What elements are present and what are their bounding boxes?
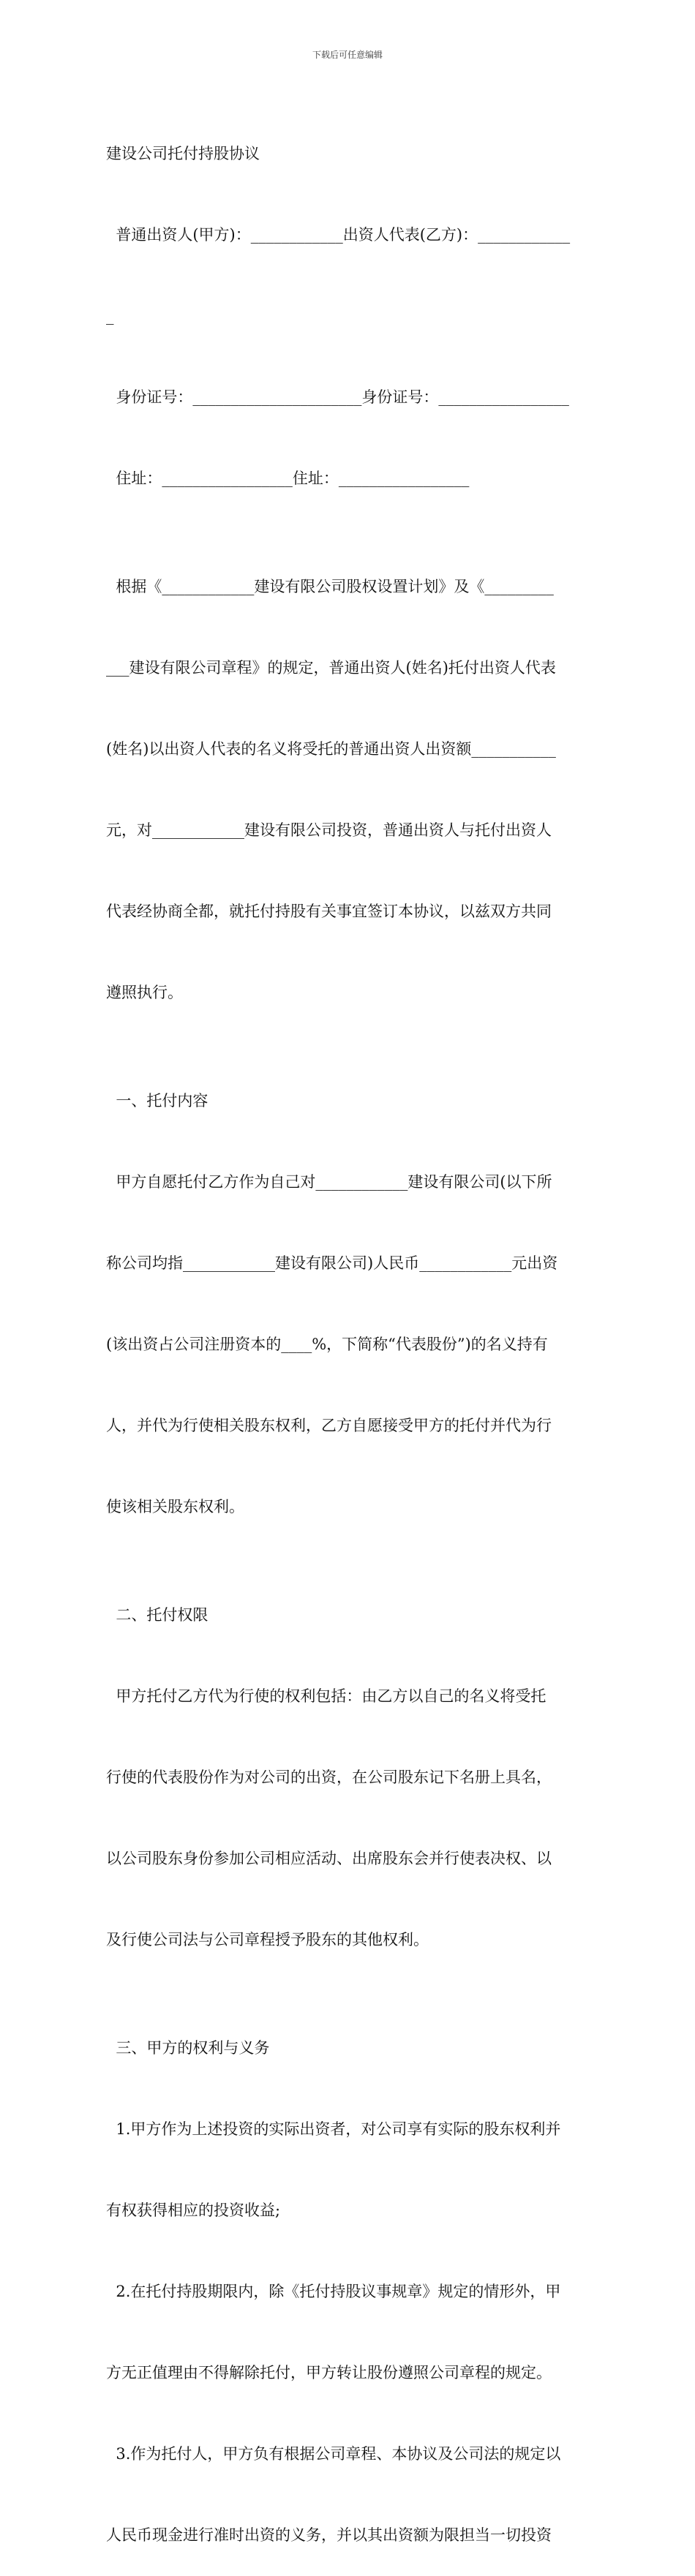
party-line-continuation: _ (106, 307, 114, 325)
section-2-paragraph-line: 以公司股东身份参加公司相应活动、出席股东会并行使表决权、以 (106, 1850, 552, 1867)
section-3-item-3-line: 3.作为托付人，甲方负有根据公司章程、本协议及公司法的规定以 (106, 2445, 561, 2463)
section-1-paragraph-line: 使该相关股东权利。 (106, 1498, 244, 1515)
page-header-note: 下载后可任意编辑 (312, 50, 383, 60)
intro-paragraph-line: ___建设有限公司章程》的规定，普通出资人(姓名)托付出资人代表 (106, 659, 556, 677)
section-3-item-2-line: 2.在托付持股期限内，除《托付持股议事规章》规定的情形外，甲 (106, 2283, 561, 2300)
section-1-heading: 一、托付内容 (106, 1092, 209, 1110)
section-2-paragraph-line: 及行使公司法与公司章程授予股东的其他权利。 (106, 1931, 429, 1948)
intro-paragraph-line: 遵照执行。 (106, 984, 183, 1001)
intro-paragraph-line: (姓名)以出资人代表的名义将受托的普通出资人出资额___________ (106, 740, 556, 758)
section-3-item-1-line: 有权获得相应的投资收益; (106, 2202, 281, 2219)
section-3-item-3-line: 人民币现金进行准时出资的义务，并以其出资额为限担当一切投资 (106, 2526, 552, 2544)
section-3-item-2-line: 方无正值理由不得解除托付，甲方转让股份遵照公司章程的规定。 (106, 2364, 552, 2381)
document-title: 建设公司托付持股协议 (106, 145, 260, 162)
section-1-paragraph-line: 甲方自愿托付乙方作为自己对____________建设有限公司(以下所 (106, 1173, 552, 1191)
section-3-item-1-line: 1.甲方作为上述投资的实际出资者，对公司享有实际的股东权利并 (106, 2120, 561, 2138)
section-2-paragraph-line: 行使的代表股份作为对公司的出资，在公司股东记下名册上具名， (106, 1769, 552, 1786)
intro-paragraph-line: 根据《____________建设有限公司股权设置计划》及《_________ (106, 578, 554, 595)
document-body (106, 86, 590, 2576)
section-2-paragraph-line: 甲方托付乙方代为行使的权利包括：由乙方以自己的名义将受托 (106, 1687, 546, 1705)
section-2-heading: 二、托付权限 (106, 1606, 209, 1624)
intro-paragraph-line: 代表经协商全都，就托付持股有关事宜签订本协议，以兹双方共同 (106, 903, 552, 920)
section-1-paragraph-line: (该出资占公司注册资本的____%，下简称“代表股份”)的名义持有 (106, 1336, 548, 1353)
section-3-heading: 三、甲方的权利与义务 (106, 2039, 270, 2057)
section-1-paragraph-line: 称公司均指____________建设有限公司)人民币____________元出资 (106, 1254, 558, 1272)
intro-paragraph-line: 元，对____________建设有限公司投资，普通出资人与托付出资人 (106, 821, 552, 839)
address-line: 住址：_________________住址：_________________ (106, 470, 470, 487)
id-number-line: 身份证号：______________________身份证号：_________________ (106, 388, 569, 406)
party-line: 普通出资人(甲方)：____________出资人代表(乙方)：____________ (106, 226, 571, 244)
section-1-paragraph-line: 人，并代为行使相关股东权利，乙方自愿接受甲方的托付并代为行 (106, 1417, 552, 1434)
